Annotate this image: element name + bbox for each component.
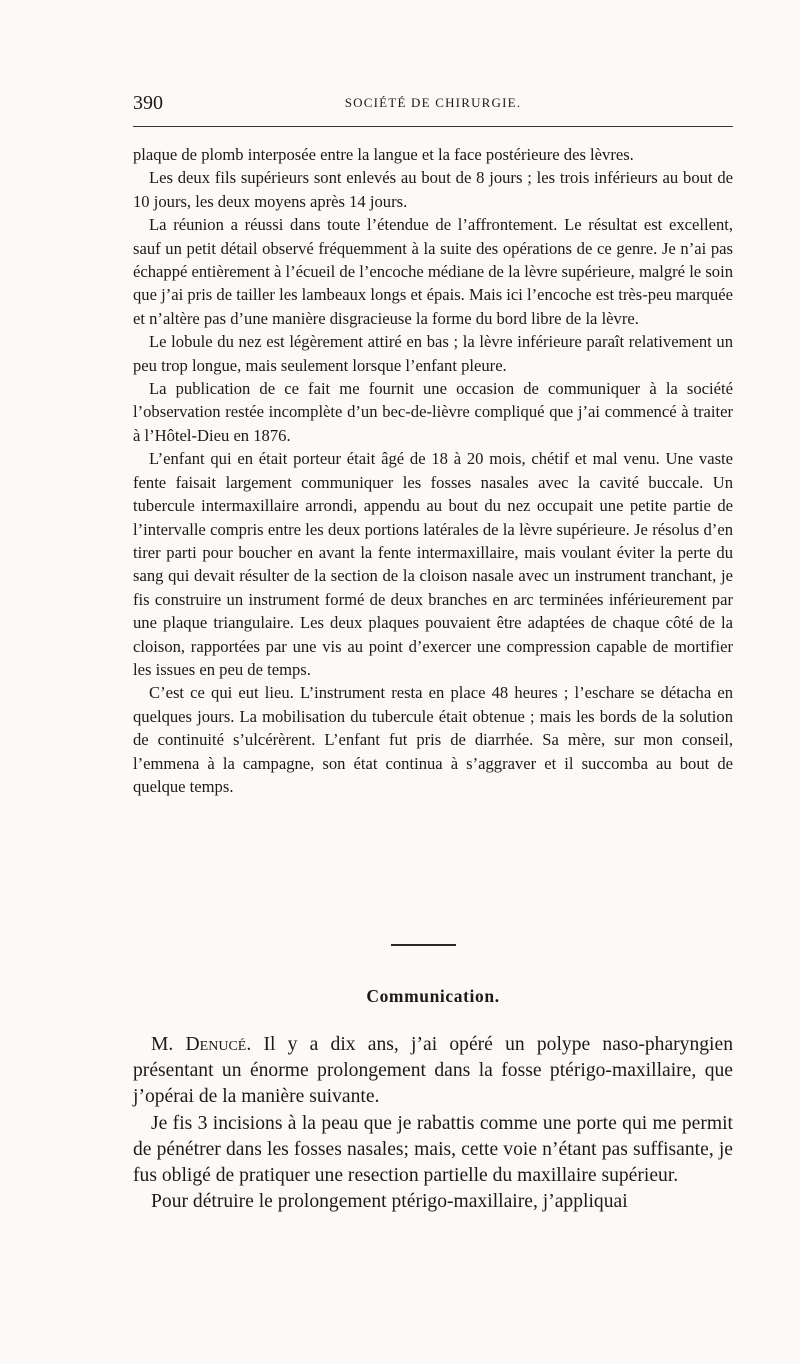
header-rule (133, 126, 733, 127)
paragraph: C’est ce qui eut lieu. L’instrument resta en place 48 heures ; l’eschare se détacha en quelques jours. La mobilisation du tubercule était obtenue ; mais les bords de la solution de continuité s’ulcérèrent. L’enfant fut pris de diarrhée. Sa mère, sur mon conseil, l’emmena à la campagne, son état continua à s’aggraver et il succomba au bout de quelque temps. (133, 683, 733, 796)
paragraph: La publication de ce fait me fournit une occasion de communiquer à la société l’observation restée incomplète d’un bec-de-lièvre compliqué que j’ai commencé à traiter à l’Hôtel-Dieu en 1876. (133, 379, 733, 445)
author-name: M. Denucé. (151, 1034, 252, 1055)
paragraph: L’enfant qui en était porteur était âgé de 18 à 20 mois, chétif et mal venu. Une vaste fente faisait largement communiquer les fosses nasales avec la cavité buccale. Un tubercule intermaxillaire arrondi, appendu au bout du nez occupait une petite partie de l’intervalle compris entre les deux portions latérales de la lèvre supérieure. Je résolus d’en tirer parti pour boucher en avant la fente intermaxillaire, mais voulant éviter la perte du sang qui devait résulter de la section de la cloison nasale avec un instrument tranchant, je fis construire un instrument formé de deux branches en arc terminées inférieurement par une plaque triangulaire. Les deux plaques pouvaient être adaptées de chaque côté de la cloison, rapportées par une vis au point d’exercer une compression capable de mortifier les issues en peu de temps. (133, 449, 733, 679)
communication-text (133, 1032, 733, 1215)
paragraph: Je fis 3 incisions à la peau que je rabattis comme une porte qui me permit de pénétrer dans les fosses nasales; mais, cette voie n’étant pas suffisante, je fus obligé de pratiquer une resection partielle du maxillaire supérieur. (133, 1112, 733, 1187)
paragraph-text: Il y a dix ans, j’ai opéré un polype naso-pharyngien présentant un énorme prolongement dans la fosse ptérigo-maxillaire, que j’opérai de la manière suivante. (133, 1034, 733, 1108)
paragraph (133, 1032, 733, 1111)
section-heading: Communication. (366, 986, 500, 1006)
paragraph: Les deux fils supérieurs sont enlevés au bout de 8 jours ; les trois inférieurs au bout de 10 jours, les deux moyens après 14 jours. (133, 168, 733, 211)
observation-text (133, 143, 733, 798)
running-title: SOCIÉTÉ DE CHIRURGIE. (344, 95, 522, 110)
page-number: 390 (133, 92, 163, 114)
paragraph: Le lobule du nez est légèrement attiré en bas ; la lèvre inférieure paraît relativement un peu trop longue, mais seulement lorsque l’enfant pleure. (133, 332, 733, 375)
paragraph: La réunion a réussi dans toute l’étendue de l’affrontement. Le résultat est excellent, sauf un petit détail observé fréquemment à la suite des opérations de ce genre. Je n’ai pas échappé entièrement à l’écueil de l’encoche médiane de la lèvre supérieure, malgré le soin que j’ai pris de tailler les lambeaux longs et épais. Mais ici l’encoche est très-peu marquée et n’altère pas d’une manière disgracieuse la forme du bord libre de la lèvre. (133, 215, 733, 328)
paragraph: plaque de plomb interposée entre la langue et la face postérieure des lèvres. (133, 145, 634, 164)
section-separator (391, 944, 456, 946)
paragraph: Pour détruire le prolongement ptérigo-maxillaire, j’appliquai (151, 1191, 628, 1213)
page-header (133, 92, 733, 114)
